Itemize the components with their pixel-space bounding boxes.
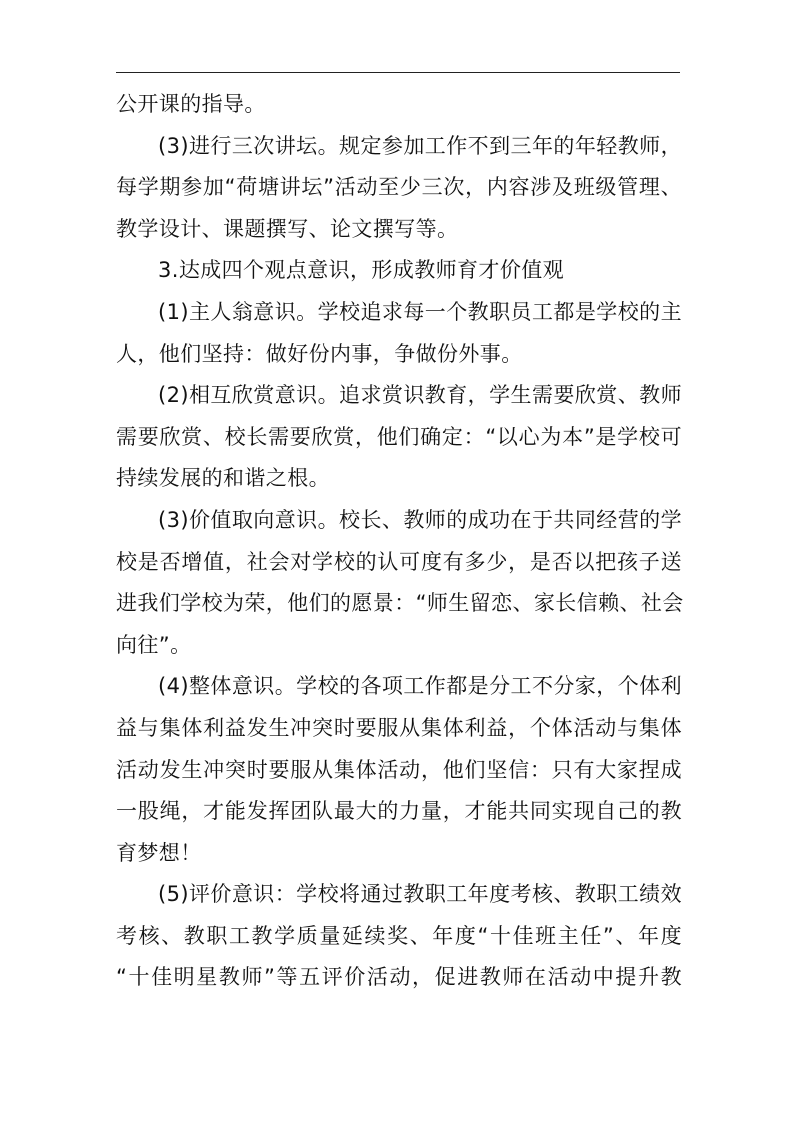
text-line: 持续发展的和谐之根。 (116, 466, 330, 491)
document-body (116, 84, 682, 999)
text-line: 活动发生冲突时要服从集体活动，他们坚信：只有大家捏成 (116, 757, 682, 782)
text-line: “十佳明星教师”等五评价活动，促进教师在活动中提升教 (116, 965, 682, 990)
text-line: 公开课的指导。 (116, 92, 266, 116)
text-line: 每学期参加“荷塘讲坛”活动至少三次，内容涉及班级管理、 (116, 175, 682, 200)
text-line: (4)整体意识。学校的各项工作都是分工不分家，个体利 (158, 674, 682, 699)
text-line: 进我们学校为荣，他们的愿景：“师生留恋、家长信赖、社会 (116, 591, 684, 616)
text-line: 校是否增值，社会对学校的认可度有多少，是否以把孩子送 (116, 549, 682, 574)
text-line: (1)主人翁意识。学校追求每一个教职员工都是学校的主 (158, 299, 682, 324)
text-line: 人，他们坚持：做好份内事，争做份外事。 (116, 341, 523, 366)
text-line: (3)进行三次讲坛。规定参加工作不到三年的年轻教师， (158, 133, 682, 158)
text-line: (2)相互欣赏意识。追求赏识教育，学生需要欣赏、教师 (158, 383, 682, 408)
text-line: 一股绳，才能发挥团队最大的力量，才能共同实现自己的教 (116, 799, 682, 824)
text-line: (3)价值取向意识。校长、教师的成功在于共同经营的学 (158, 507, 682, 532)
text-line: 需要欣赏、校长需要欣赏，他们确定：“以心为本”是学校可 (116, 424, 682, 449)
section-heading: 3.达成四个观点意识，形成教师育才价值观 (158, 258, 565, 283)
text-line: 育梦想！ (116, 840, 202, 865)
text-line: (5)评价意识：学校将通过教职工年度考核、教职工绩效 (158, 882, 682, 907)
text-line: 益与集体利益发生冲突时要服从集体利益，个体活动与集体 (116, 715, 682, 740)
text-line: 向往”。 (116, 632, 192, 657)
header-rule (116, 72, 680, 73)
text-line: 考核、教职工教学质量延续奖、年度“十佳班主任”、年度 (116, 923, 682, 948)
text-line: 教学设计、课题撰写、论文撰写等。 (116, 216, 459, 241)
